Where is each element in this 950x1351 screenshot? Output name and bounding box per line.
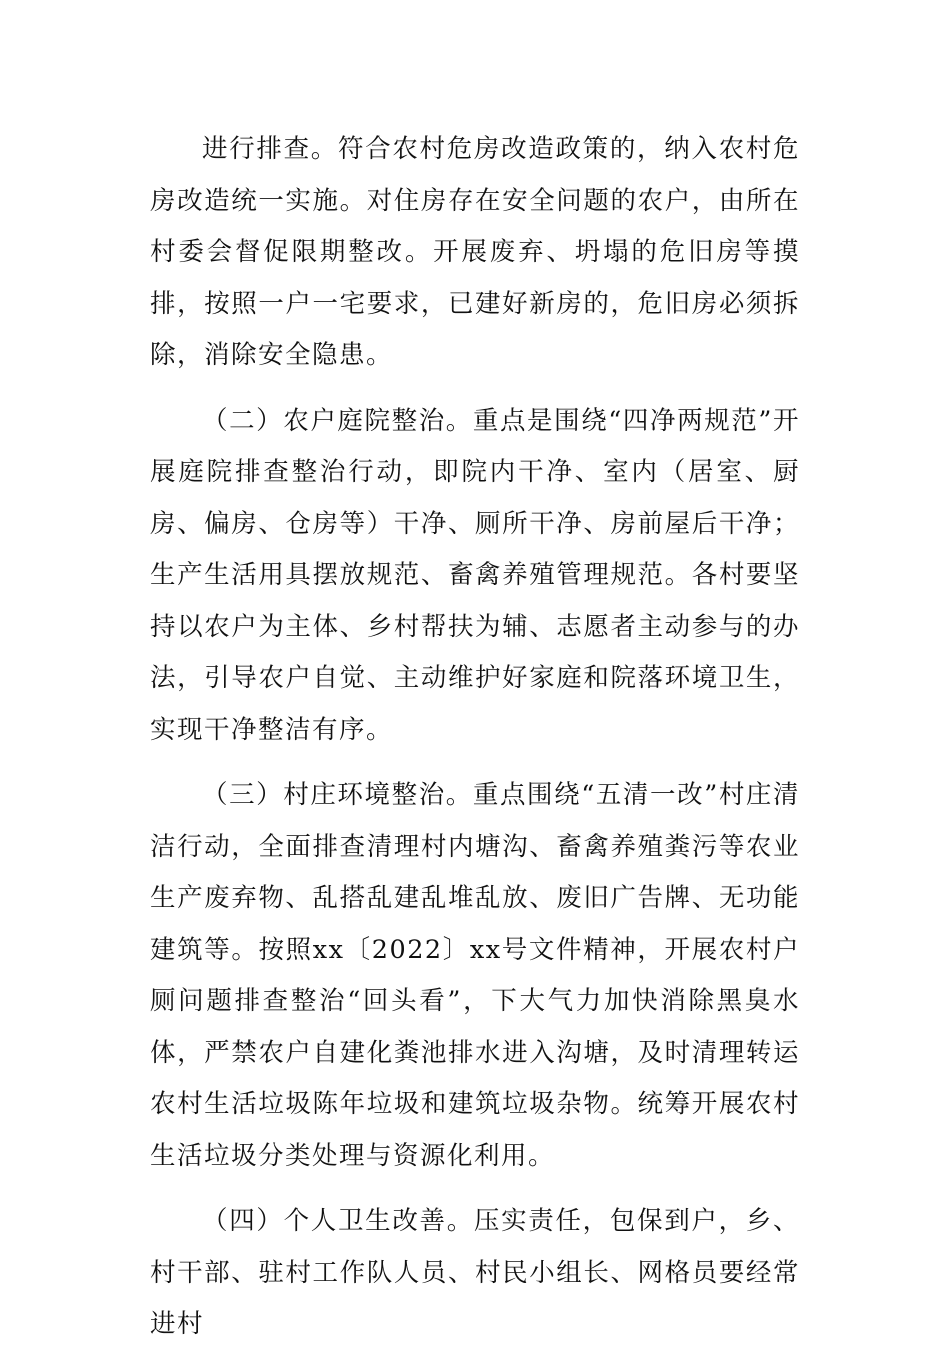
paragraph-gap bbox=[150, 1182, 800, 1196]
paragraph-housing-continued bbox=[150, 124, 800, 382]
section-heading: （三）村庄环境整治。 bbox=[202, 780, 473, 810]
paragraph-village-environment bbox=[150, 770, 800, 1182]
paragraph-body: 进行排查。符合农村危房改造政策的，纳入农村危房改造统一实施。对住房存在安全问题的农户，由所在村委会督促限期整改。开展废弃、坍塌的危旧房等摸排，按照一户一宅要求，已建好新房的，危旧房必须拆除，消除安全隐患。 bbox=[150, 134, 800, 370]
paragraph-gap bbox=[150, 756, 800, 770]
section-heading: （四）个人卫生改善。 bbox=[202, 1206, 474, 1236]
paragraph-body: 压实责任，包保到户，乡、村干部、驻村工作队人员、村民小组长、网格员要经常进村 bbox=[150, 1206, 800, 1339]
paragraph-body: 重点围绕“五清一改”村庄清洁行动，全面排查清理村内塘沟、畜禽养殖粪污等农业生产废弃物、乱搭乱建乱堆乱放、废旧广告牌、无功能建筑等。按照xx〔2022〕xx号文件精神，开展农村户厕问题排查整治“回头看”，下大气力加快消除黑臭水体，严禁农户自建化粪池排水进入沟塘，及时清理转运农村生活垃圾陈年垃圾和建筑垃圾杂物。统筹开展农村生活垃圾分类处理与资源化利用。 bbox=[150, 780, 800, 1171]
paragraph-personal-hygiene bbox=[150, 1196, 800, 1351]
paragraph-gap bbox=[150, 382, 800, 396]
paragraph-body: 重点是围绕“四净两规范”开展庭院排查整治行动，即院内干净、室内（居室、厨房、偏房、仓房等）干净、厕所干净、房前屋后干净；生产生活用具摆放规范、畜禽养殖管理规范。各村要坚持以农户为主体、乡村帮扶为辅、志愿者主动参与的办法，引导农户自觉、主动维护好家庭和院落环境卫生，实现干净整洁有序。 bbox=[150, 405, 800, 745]
section-heading: （二）农户庭院整治。 bbox=[202, 405, 473, 436]
paragraph-courtyard bbox=[150, 396, 800, 757]
document-body bbox=[150, 124, 800, 1351]
